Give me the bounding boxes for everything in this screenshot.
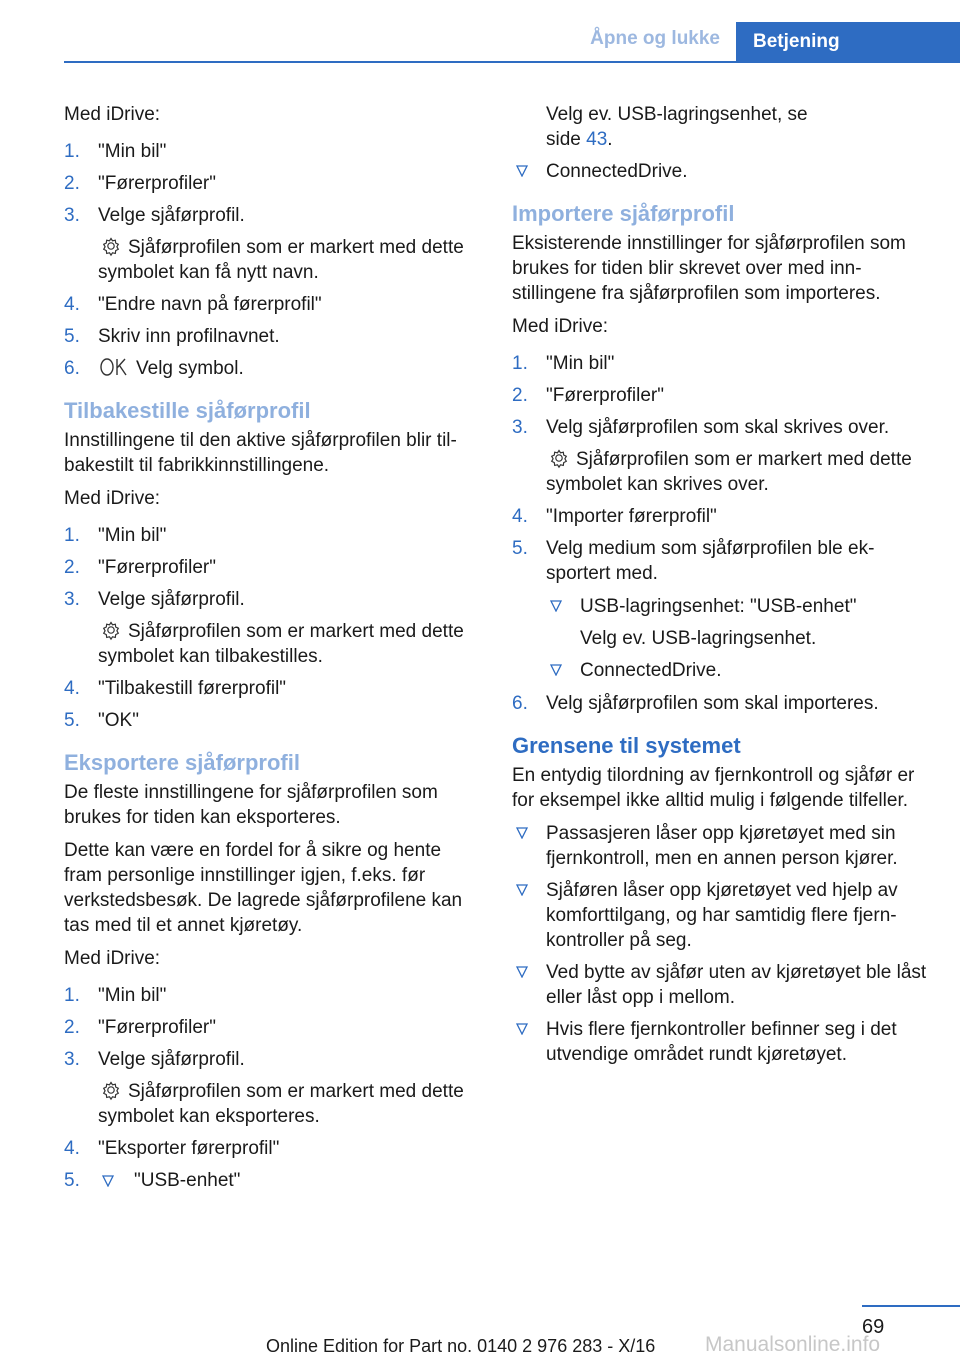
heading-reset: Tilbakestille sjåførprofil — [64, 398, 311, 423]
triangle-bullet-icon — [516, 966, 528, 978]
page-link[interactable]: 43 — [586, 129, 608, 150]
list-item: 4. "Tilbakestill førerprofil" — [64, 678, 287, 699]
limits-text: En entydig tilordning av fjernkontroll og sjåfør er for eksempel ikke alltid mulig i følgende tilfeller. — [512, 765, 915, 811]
step-note: Sjåførprofilen som er markert med dette symbolet kan tilbakestilles. — [98, 621, 464, 667]
left-column — [64, 102, 480, 1200]
import-intro: Med iDrive: — [512, 316, 609, 337]
list-item: USB-lagringsenhet: "USB-enhet" Velg ev. USB-lagringsenhet. — [546, 594, 928, 651]
export-text-1: De fleste innstillingene for sjåførprofilen som brukes for tiden kan eksporteres. — [64, 782, 438, 828]
list-item: 1. "Min bil" — [64, 141, 167, 162]
list-item: 2. "Førerprofiler" — [64, 557, 216, 578]
list-item: 4. "Eksporter førerprofil" — [64, 1138, 280, 1159]
heading-export: Eksportere sjåførprofil — [64, 750, 300, 775]
section-title: Åpne og lukke — [590, 28, 720, 49]
list-item: Hvis flere fjernkontroller befinner seg i det utvendige området rundt kjøretøyet. — [512, 1017, 928, 1067]
list-item: 3. Velge sjåførprofil. Sjåførprofilen som er markert med dette symbolet kan eksporteres. — [64, 1047, 480, 1129]
chapter-tab: Betjening — [736, 22, 960, 62]
watermark: Manualsonline.info — [705, 1333, 881, 1356]
rename-steps — [64, 139, 480, 381]
triangle-bullet-icon — [550, 600, 562, 612]
export-steps — [64, 983, 480, 1193]
list-item: ConnectedDrive. — [546, 658, 928, 683]
gear-icon — [546, 447, 572, 469]
page-number: 69 — [862, 1316, 885, 1338]
triangle-bullet-icon — [550, 664, 562, 676]
right-column — [512, 102, 928, 1075]
list-item: Passasjeren låser opp kjøretøyet med sin fjernkontroll, men en annen person kjører. — [512, 821, 928, 871]
list-item: 3. Velge sjåførprofil. Sjåførprofilen som er markert med dette symbolet kan tilbakestilles. — [64, 587, 480, 669]
list-item: ConnectedDrive. — [512, 159, 928, 184]
list-item: 5. "OK" — [64, 710, 139, 731]
import-text: Eksisterende innstillinger for sjåførprofilen som brukes for tiden blir skrevet over med innstillingene fra sjåførprofilen som importeres. — [512, 233, 906, 304]
list-item: 4. "Endre navn på førerprofil" — [64, 294, 322, 315]
list-item: 1. "Min bil" — [512, 353, 615, 374]
intro-text: Med iDrive: — [64, 104, 161, 125]
list-item: 6. Velg sjåførprofilen som skal importeres. — [512, 693, 879, 714]
list-item: 5. Skriv inn profilnavnet. — [64, 326, 280, 347]
medium-options — [546, 594, 928, 683]
gear-icon — [98, 619, 124, 641]
list-item: 1. "Min bil" — [64, 985, 167, 1006]
triangle-bullet-icon — [516, 884, 528, 896]
reset-intro: Med iDrive: — [64, 488, 161, 509]
gear-icon — [98, 235, 124, 257]
page-header — [0, 0, 960, 62]
step-note: Sjåførprofilen som er markert med dette symbolet kan få nytt navn. — [98, 237, 464, 283]
list-item: 2. "Førerprofiler" — [64, 173, 216, 194]
reset-text: Innstillingene til den aktive sjåførprofilen blir tilbakestilt til fabrikkinnstillingene. — [64, 430, 457, 476]
list-item: 1. "Min bil" — [64, 525, 167, 546]
gear-icon — [98, 1079, 124, 1101]
triangle-bullet-icon — [516, 827, 528, 839]
header-rule — [64, 61, 960, 63]
reset-steps — [64, 523, 480, 733]
triangle-bullet-icon — [516, 1023, 528, 1035]
list-item: Sjåføren låser opp kjøretøyet ved hjelp av komforttilgang, og har samtidig flere fjernkontroller på seg. — [512, 878, 928, 953]
heading-limits: Grensene til systemet — [512, 733, 741, 758]
list-item: 5. Velg medium som sjåførprofilen ble eksportert med. USB-lagringsenhet: "USB-enhet" Velg ev. USB-lagringsenhet. ConnectedDrive. — [512, 536, 928, 683]
list-item: 3. Velge sjåførprofil. Sjåførprofilen som er markert med dette symbolet kan få nytt navn. — [64, 203, 480, 285]
list-item: 4. "Importer førerprofil" — [512, 506, 717, 527]
list-item: 2. "Førerprofiler" — [64, 1017, 216, 1038]
triangle-bullet-icon — [102, 1175, 114, 1187]
heading-import: Importere sjåførprofil — [512, 201, 735, 226]
import-steps — [512, 351, 928, 716]
limits-list — [512, 821, 928, 1067]
list-item: 3. Velg sjåførprofilen som skal skrives over. Sjåførprofilen som er markert med dette symbolet kan skrives over. — [512, 415, 928, 497]
list-item: 5. "USB-enhet" — [64, 1170, 241, 1191]
ok-icon — [98, 356, 130, 378]
continued-bullet-text: Velg ev. USB-lagringsenhet, se side 43. — [546, 104, 808, 150]
triangle-bullet-icon — [516, 165, 528, 177]
export-text-2: Dette kan være en fordel for å sikre og hente fram personlige innstillinger igjen, f.eks. før verkstedsbesøk. De lagrede sjåførprofilene kan tas med til et annet kjøretøy. — [64, 840, 463, 936]
list-item: 6. Velg symbol. — [64, 358, 244, 379]
edition-text: Online Edition for Part no. 0140 2 976 283 - X/16 — [266, 1336, 656, 1356]
step-note: Sjåførprofilen som er markert med dette symbolet kan skrives over. — [546, 449, 912, 495]
step-note: Sjåførprofilen som er markert med dette symbolet kan eksporteres. — [98, 1081, 464, 1127]
list-item: 2. "Førerprofiler" — [512, 385, 664, 406]
list-item: Ved bytte av sjåfør uten av kjøretøyet ble låst eller låst opp i mellom. — [512, 960, 928, 1010]
footer-rule — [862, 1305, 960, 1307]
export-intro: Med iDrive: — [64, 948, 161, 969]
